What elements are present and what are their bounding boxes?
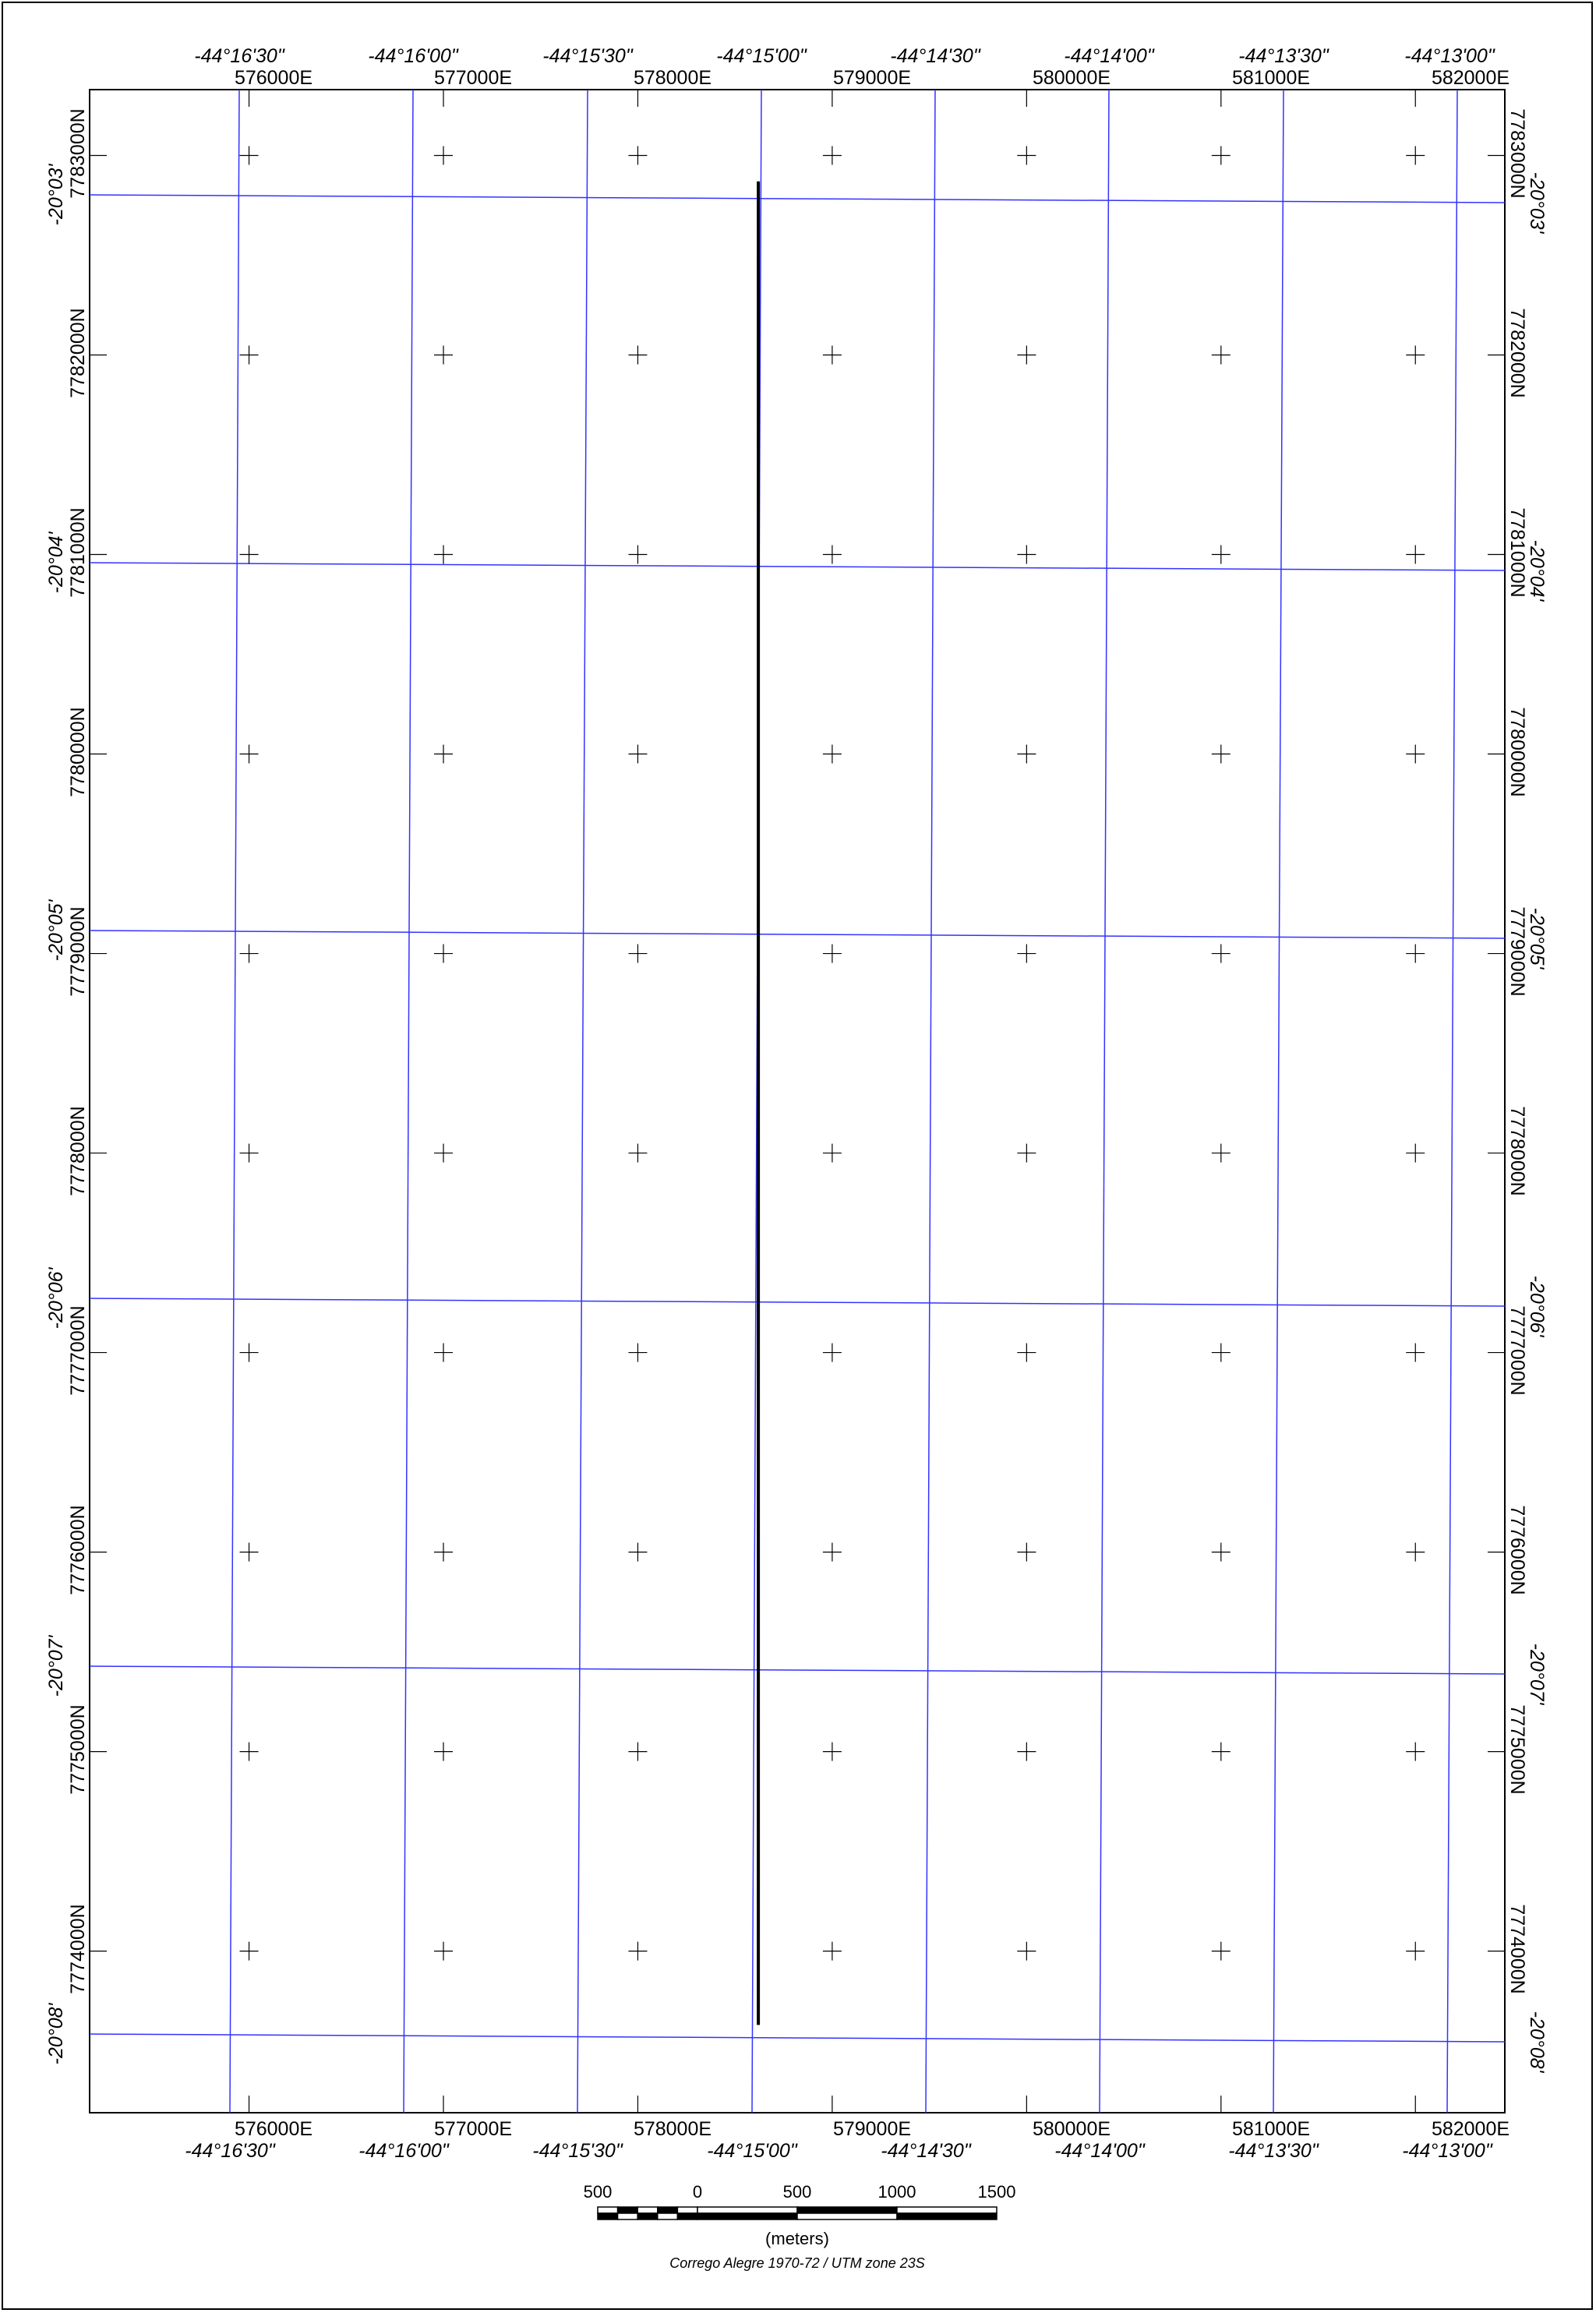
latitude-label-right: -20°05': [1526, 907, 1548, 969]
latitude-label-left: -20°04': [45, 531, 67, 594]
longitude-label-top: -44°13'00": [1404, 45, 1495, 67]
northing-label-right: 7782000N: [1506, 308, 1528, 398]
scale-subsegment: [677, 2207, 697, 2213]
easting-label-top: 582000E: [1431, 67, 1510, 89]
bottom-longitude-labels: [185, 2140, 1493, 2162]
easting-label-top: 578000E: [633, 67, 712, 89]
latitude-label-left: -20°07': [45, 1635, 67, 1697]
scale-subsegment: [637, 2207, 658, 2213]
northing-label-right: 7774000N: [1506, 1904, 1528, 1994]
scale-units-label: (meters): [765, 2229, 829, 2248]
scale-subsegment: [637, 2213, 658, 2219]
scale-segment: [697, 2207, 797, 2213]
northing-label-left: 7775000N: [67, 1704, 89, 1795]
scale-label: 500: [583, 2182, 613, 2202]
longitude-label-top: -44°15'30": [542, 45, 633, 67]
latitude-label-right: -20°03': [1526, 171, 1548, 234]
scale-bar-segments: [598, 2207, 997, 2219]
map-frame: [90, 90, 1505, 2113]
easting-label-top: 580000E: [1032, 67, 1111, 89]
northing-label-left: 7774000N: [67, 1904, 89, 1994]
easting-label-top: 581000E: [1231, 67, 1311, 89]
longitude-label-bottom: -44°14'00": [1054, 2140, 1145, 2162]
scale-subsegment: [658, 2213, 678, 2219]
northing-label-left: 7781000N: [67, 507, 89, 598]
scale-label: 1500: [977, 2182, 1016, 2202]
northing-label-right: 7779000N: [1506, 906, 1528, 997]
northing-label-right: 7776000N: [1506, 1505, 1528, 1595]
bottom-easting-labels: [235, 2118, 1509, 2140]
left-latitude-labels: [45, 163, 67, 2064]
northing-label-right: 7783000N: [1506, 108, 1528, 199]
right-latitude-labels: [1526, 172, 1548, 2074]
scale-segment: [797, 2213, 897, 2219]
latitude-label-left: -20°06': [45, 1267, 67, 1330]
scale-segment: [897, 2207, 997, 2213]
easting-label-top: 579000E: [832, 67, 912, 89]
scale-subsegment: [618, 2213, 638, 2219]
latitude-label-right: -20°04': [1526, 539, 1548, 602]
easting-label-bottom: 578000E: [633, 2118, 712, 2140]
latitude-label-right: -20°07': [1526, 1643, 1548, 1705]
scale-subsegment: [618, 2207, 638, 2213]
easting-label-bottom: 579000E: [832, 2118, 912, 2140]
easting-label-bottom: 577000E: [433, 2118, 513, 2140]
scale-label: 500: [782, 2182, 812, 2202]
northing-label-right: 7781000N: [1506, 507, 1528, 598]
scale-bar: [584, 2182, 1016, 2248]
top-easting-labels: [235, 67, 1509, 89]
latitude-label-left: -20°05': [45, 899, 67, 962]
latitude-label-left: -20°03': [45, 164, 67, 226]
northing-label-left: 7777000N: [67, 1305, 89, 1396]
easting-label-bottom: 582000E: [1431, 2118, 1510, 2140]
scale-segment: [797, 2207, 897, 2213]
scale-subsegment: [658, 2207, 678, 2213]
scale-segment: [697, 2213, 797, 2219]
easting-label-top: 576000E: [234, 67, 313, 89]
longitude-label-top: -44°15'00": [716, 45, 807, 67]
scale-subsegment: [598, 2207, 618, 2213]
northing-label-left: 7778000N: [67, 1106, 89, 1196]
easting-label-bottom: 581000E: [1231, 2118, 1311, 2140]
longitude-label-bottom: -44°13'30": [1228, 2140, 1319, 2162]
top-longitude-labels: [194, 45, 1495, 67]
longitude-label-bottom: -44°16'30": [185, 2140, 275, 2162]
northing-label-right: 7778000N: [1506, 1106, 1528, 1196]
longitude-label-bottom: -44°13'00": [1402, 2140, 1492, 2162]
longitude-label-bottom: -44°15'30": [532, 2140, 623, 2162]
longitude-label-top: -44°16'30": [194, 45, 284, 67]
scale-label: 1000: [877, 2182, 916, 2202]
scale-subsegment: [677, 2213, 697, 2219]
easting-label-bottom: 580000E: [1032, 2118, 1111, 2140]
northing-label-left: 7776000N: [67, 1505, 89, 1595]
longitude-label-top: -44°14'30": [890, 45, 980, 67]
scale-label: 0: [692, 2182, 703, 2202]
right-northing-labels: [1506, 108, 1528, 1993]
latitude-label-right: -20°08': [1526, 2011, 1548, 2073]
scale-subsegment: [598, 2213, 618, 2219]
scale-segment: [897, 2213, 997, 2219]
northing-label-left: 7780000N: [67, 707, 89, 797]
longitude-label-bottom: -44°14'30": [881, 2140, 971, 2162]
longitude-label-top: -44°14'00": [1064, 45, 1154, 67]
longitude-label-bottom: -44°16'00": [358, 2140, 449, 2162]
latitude-label-right: -20°06': [1526, 1275, 1548, 1337]
northing-label-right: 7775000N: [1506, 1704, 1528, 1795]
northing-label-right: 7780000N: [1506, 707, 1528, 797]
northing-label-right: 7777000N: [1506, 1305, 1528, 1396]
northing-label-left: 7782000N: [67, 308, 89, 398]
left-northing-labels: [67, 108, 89, 1993]
northing-label-left: 7783000N: [67, 108, 89, 199]
northing-label-left: 7779000N: [67, 906, 89, 997]
easting-label-top: 577000E: [433, 67, 513, 89]
longitude-label-bottom: -44°15'00": [707, 2140, 797, 2162]
longitude-label-top: -44°16'00": [368, 45, 458, 67]
latitude-label-left: -20°08': [45, 2003, 67, 2065]
projection-label: Corrego Alegre 1970-72 / UTM zone 23S: [669, 2255, 925, 2271]
longitude-label-top: -44°13'30": [1238, 45, 1329, 67]
easting-label-bottom: 576000E: [234, 2118, 313, 2140]
